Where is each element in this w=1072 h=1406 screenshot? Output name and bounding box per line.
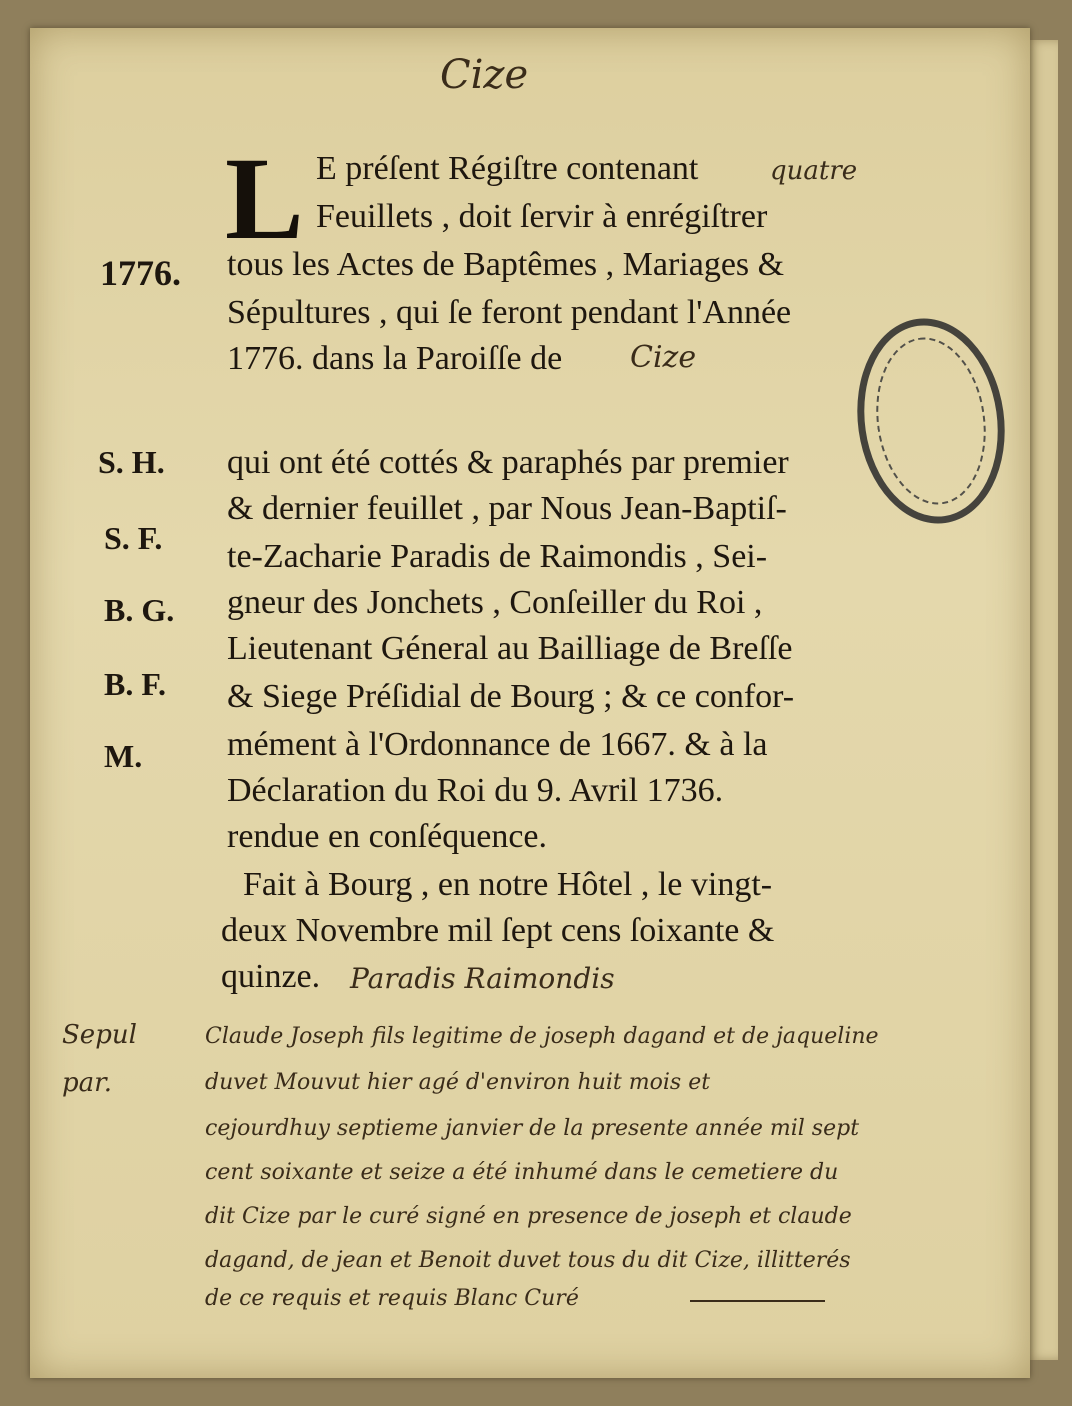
margin-code-bg: B. G. xyxy=(104,592,175,628)
page-edge xyxy=(1028,40,1058,1360)
entry-line-6: dagand, de jean et Benoit duvet tous du dit Cize, illitterés xyxy=(205,1248,851,1273)
printed-line-3: tous les Actes de Baptêmes , Mariages & xyxy=(227,246,785,283)
printed-line-6: qui ont été cottés & paraphés par premier xyxy=(227,444,789,481)
margin-code-sf: S. F. xyxy=(104,520,163,556)
margin-code-sh: S. H. xyxy=(98,444,165,480)
entry-line-4: cent soixante et seize a été inhumé dans le cemetiere du xyxy=(205,1160,839,1185)
end-rule xyxy=(690,1300,825,1302)
entry-margin-note-1: Sepul xyxy=(62,1020,137,1050)
printed-line-13: Déclaration du Roi du 9. Avril 1736. xyxy=(227,772,724,809)
entry-line-3: cejourdhuy septieme janvier de la presente année mil sept xyxy=(205,1116,860,1141)
printed-line-10: Lieutenant Géneral au Bailliage de Breſſe xyxy=(227,630,793,667)
year-margin: 1776. xyxy=(100,253,181,293)
printed-line-15: Fait à Bourg , en notre Hôtel , le vingt- xyxy=(243,866,773,903)
printed-line-16: deux Novembre mil ſept cens ſoixante & xyxy=(221,912,775,949)
printed-line-7: & dernier feuillet , par Nous Jean-Baptiſ- xyxy=(227,490,787,527)
dropcap: L xyxy=(225,133,304,264)
printed-line-11: & Siege Préſidial de Bourg ; & ce confor- xyxy=(227,678,795,715)
printed-line-2: Feuillets , doit ſervir à enrégiſtrer xyxy=(316,198,768,235)
printed-line-9: gneur des Jonchets , Conſeiller du Roi , xyxy=(227,584,763,621)
entry-line-1: Claude Joseph fils legitime de joseph dagand et de jaqueline xyxy=(205,1024,879,1049)
entry-line-5: dit Cize par le curé signé en presence de joseph et claude xyxy=(205,1204,852,1229)
handwritten-fill-parish: Cize xyxy=(630,340,697,375)
header-handwritten: Cize xyxy=(440,52,529,98)
printed-line-8: te-Zacharie Paradis de Raimondis , Sei- xyxy=(227,538,768,575)
printed-line-14: rendue en conſéquence. xyxy=(227,818,547,855)
printed-line-1: E préſent Régiſtre contenant xyxy=(316,150,699,187)
margin-code-bf: B. F. xyxy=(104,666,166,702)
printed-line-4: Sépultures , qui ſe feront pendant l'Année xyxy=(227,294,792,331)
printed-line-17: quinze. xyxy=(221,958,321,995)
handwritten-fill-count: quatre xyxy=(770,156,858,186)
printed-line-12: mément à l'Ordonnance de 1667. & à la xyxy=(227,726,768,763)
printed-line-5: 1776. dans la Paroiſſe de xyxy=(227,340,563,377)
margin-code-m: M. xyxy=(104,738,143,774)
entry-margin-note-2: par. xyxy=(62,1068,112,1098)
signature: Paradis Raimondis xyxy=(350,962,615,995)
entry-line-7: de ce requis et requis Blanc Curé xyxy=(205,1286,579,1311)
entry-line-2: duvet Mouvut hier agé d'environ huit mois et xyxy=(205,1070,711,1095)
